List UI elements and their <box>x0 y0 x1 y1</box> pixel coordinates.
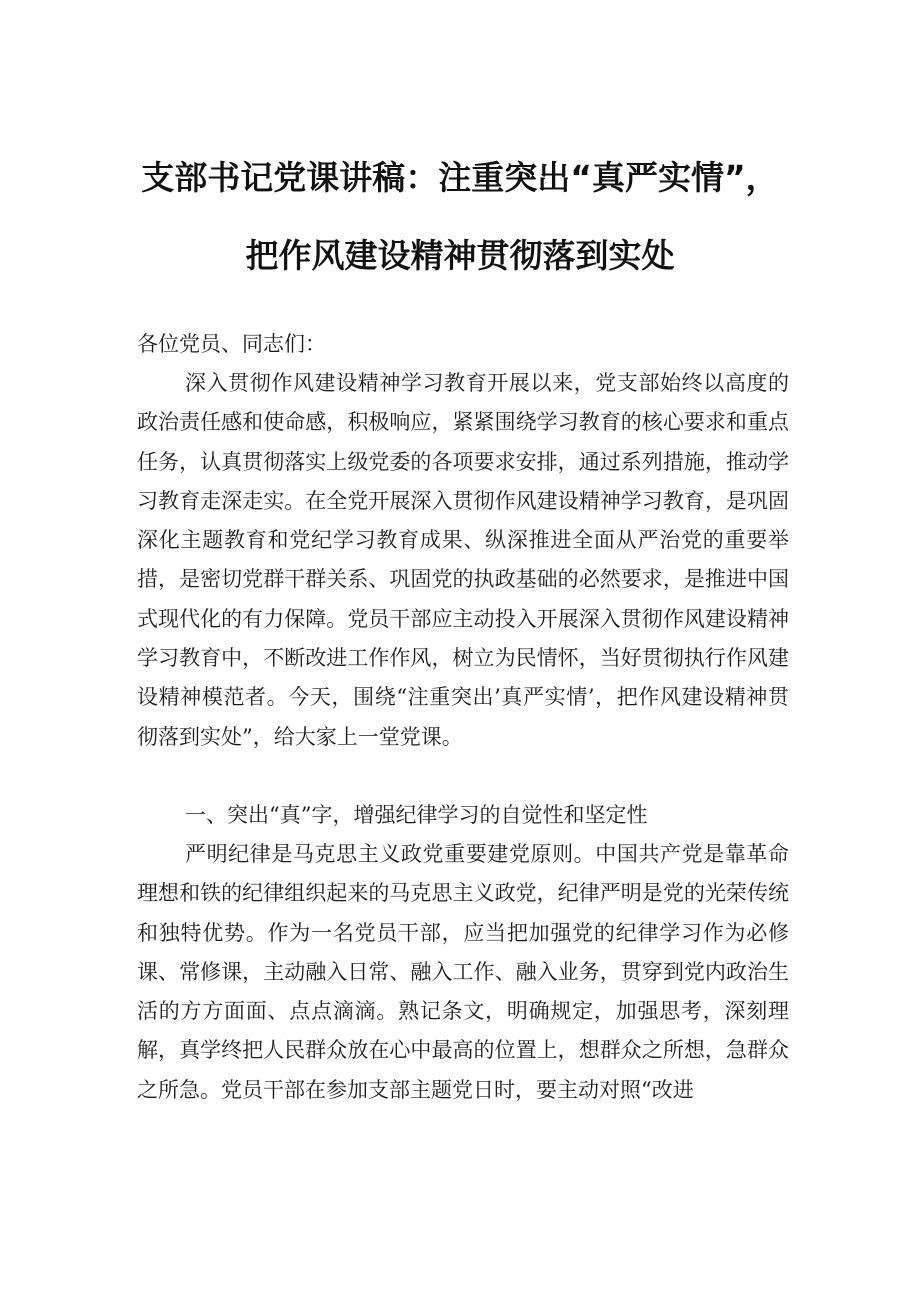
document-title-line-2: 把作风建设精神贯彻落到实处 <box>245 236 675 275</box>
section-1-paragraph <box>137 835 789 1110</box>
section-1-heading: 一、突出“真”字，增强纪律学习的自觉性和坚定性 <box>185 803 648 827</box>
salutation: 各位党员、同志们： <box>137 332 326 356</box>
document-title-line-1: 支部书记党课讲稿：注重突出“真严实情”， <box>141 158 779 197</box>
intro-paragraph <box>137 364 789 757</box>
paragraph-text: 深入贯彻作风建设精神学习教育开展以来，党支部始终以高度的政治责任感和使命感，积极响应，紧紧围绕学习教育的核心要求和重点任务，认真贯彻落实上级党委的各项要求安排，通过系列措施，推动学习教育走深走实。在全党开展深入贯彻作风建设精神学习教育，是巩固深化主题教育和党纪学习教育成果、纵深推进全面从严治党的重要举措，是密切党群干群关系、巩固党的执政基础的必然要求，是推进中国式现代化的有力保障。党员干部应主动投入开展深入贯彻作风建设精神学习教育中，不断改进工作作风，树立为民情怀，当好贯彻执行作风建设精神模范者。今天，围绕“注重突出’真严实情’，把作风建设精神贯彻落到实处”，给大家上一堂党课。 <box>137 371 789 749</box>
paragraph-text: 严明纪律是马克思主义政党重要建党原则。中国共产党是靠革命理想和铁的纪律组织起来的马克思主义政党，纪律严明是党的光荣传统和独特优势。作为一名党员干部，应当把加强党的纪律学习作为必修课、常修课，主动融入日常、融入工作、融入业务，贯穿到党内政治生活的方方面面、点点滴滴。熟记条文，明确规定，加强思考，深刻理解，真学终把人民群众放在心中最高的位置上，想群众之所想，急群众之所急。党员干部在参加支部主题党日时，要主动对照“改进 <box>137 842 789 1102</box>
